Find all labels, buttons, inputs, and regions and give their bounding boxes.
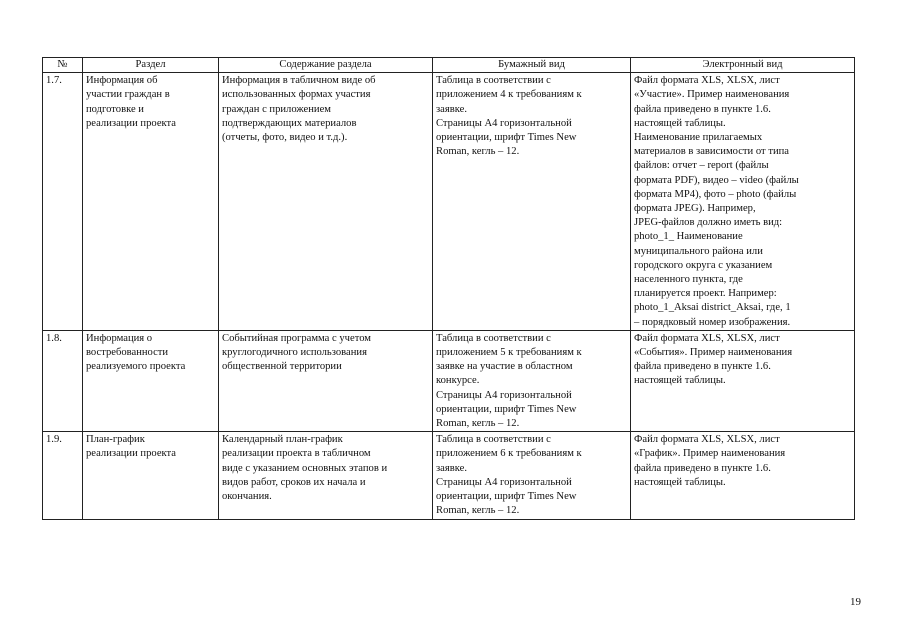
row-content: Событийная программа с учетом круглогодичного использования общественной территории (219, 330, 433, 431)
header-paper: Бумажный вид (433, 58, 631, 73)
header-content: Содержание раздела (219, 58, 433, 73)
row-paper: Таблица в соответствии с приложением 4 к требованиям к заявке. Страницы А4 горизонтальной ориентации, шрифт Times New Roman, кегль – 12. (433, 73, 631, 331)
table-row (43, 432, 855, 519)
row-paper: Таблица в соответствии с приложением 5 к требованиям к заявке на участие в областном конкурсе. Страницы А4 горизонтальной ориентации, шрифт Times New Roman, кегль – 12. (433, 330, 631, 431)
row-paper: Таблица в соответствии с приложением 6 к требованиям к заявке. Страницы А4 горизонтальной ориентации, шрифт Times New Roman, кегль – 12. (433, 432, 631, 519)
header-section: Раздел (83, 58, 219, 73)
row-number: 1.8. (43, 330, 83, 431)
row-section: Информация о востребованности реализуемого проекта (83, 330, 219, 431)
requirements-table (42, 57, 855, 520)
header-number: № (43, 58, 83, 73)
row-section: План-график реализации проекта (83, 432, 219, 519)
row-content: Информация в табличном виде об использованных формах участия граждан с приложением подтверждающих материалов (отчеты, фото, видео и т.д.). (219, 73, 433, 331)
header-electronic: Электронный вид (631, 58, 855, 73)
row-electronic: Файл формата XLS, XLSX, лист «Участие». Пример наименования файла приведено в пункте 1.6. настоящей таблицы. Наименование прилагаемых материалов в зависимости от типа файлов: отчет – report (файлы формата PDF), видео – video (файлы формата MP4), фото – photo (файлы формата JPEG). Например, JPEG-файлов должно иметь вид: photo_1_ Наименование муниципального района или городского округа с указанием населенного пункта, где планируется проект. Например: photo_1_Aksai district_Aksai, где, 1 – порядковый номер изображения. (631, 73, 855, 331)
table-row (43, 330, 855, 431)
row-content: Календарный план-график реализации проекта в табличном виде с указанием основных этапов и видов работ, сроков их начала и окончания. (219, 432, 433, 519)
page-number: 19 (850, 596, 861, 608)
row-number: 1.9. (43, 432, 83, 519)
table-row (43, 73, 855, 331)
row-number: 1.7. (43, 73, 83, 331)
row-electronic: Файл формата XLS, XLSX, лист «График». Пример наименования файла приведено в пункте 1.6. настоящей таблицы. (631, 432, 855, 519)
row-electronic: Файл формата XLS, XLSX, лист «События». Пример наименования файла приведено в пункте 1.6. настоящей таблицы. (631, 330, 855, 431)
row-section: Информация об участии граждан в подготовке и реализации проекта (83, 73, 219, 331)
table-header-row (43, 58, 855, 73)
